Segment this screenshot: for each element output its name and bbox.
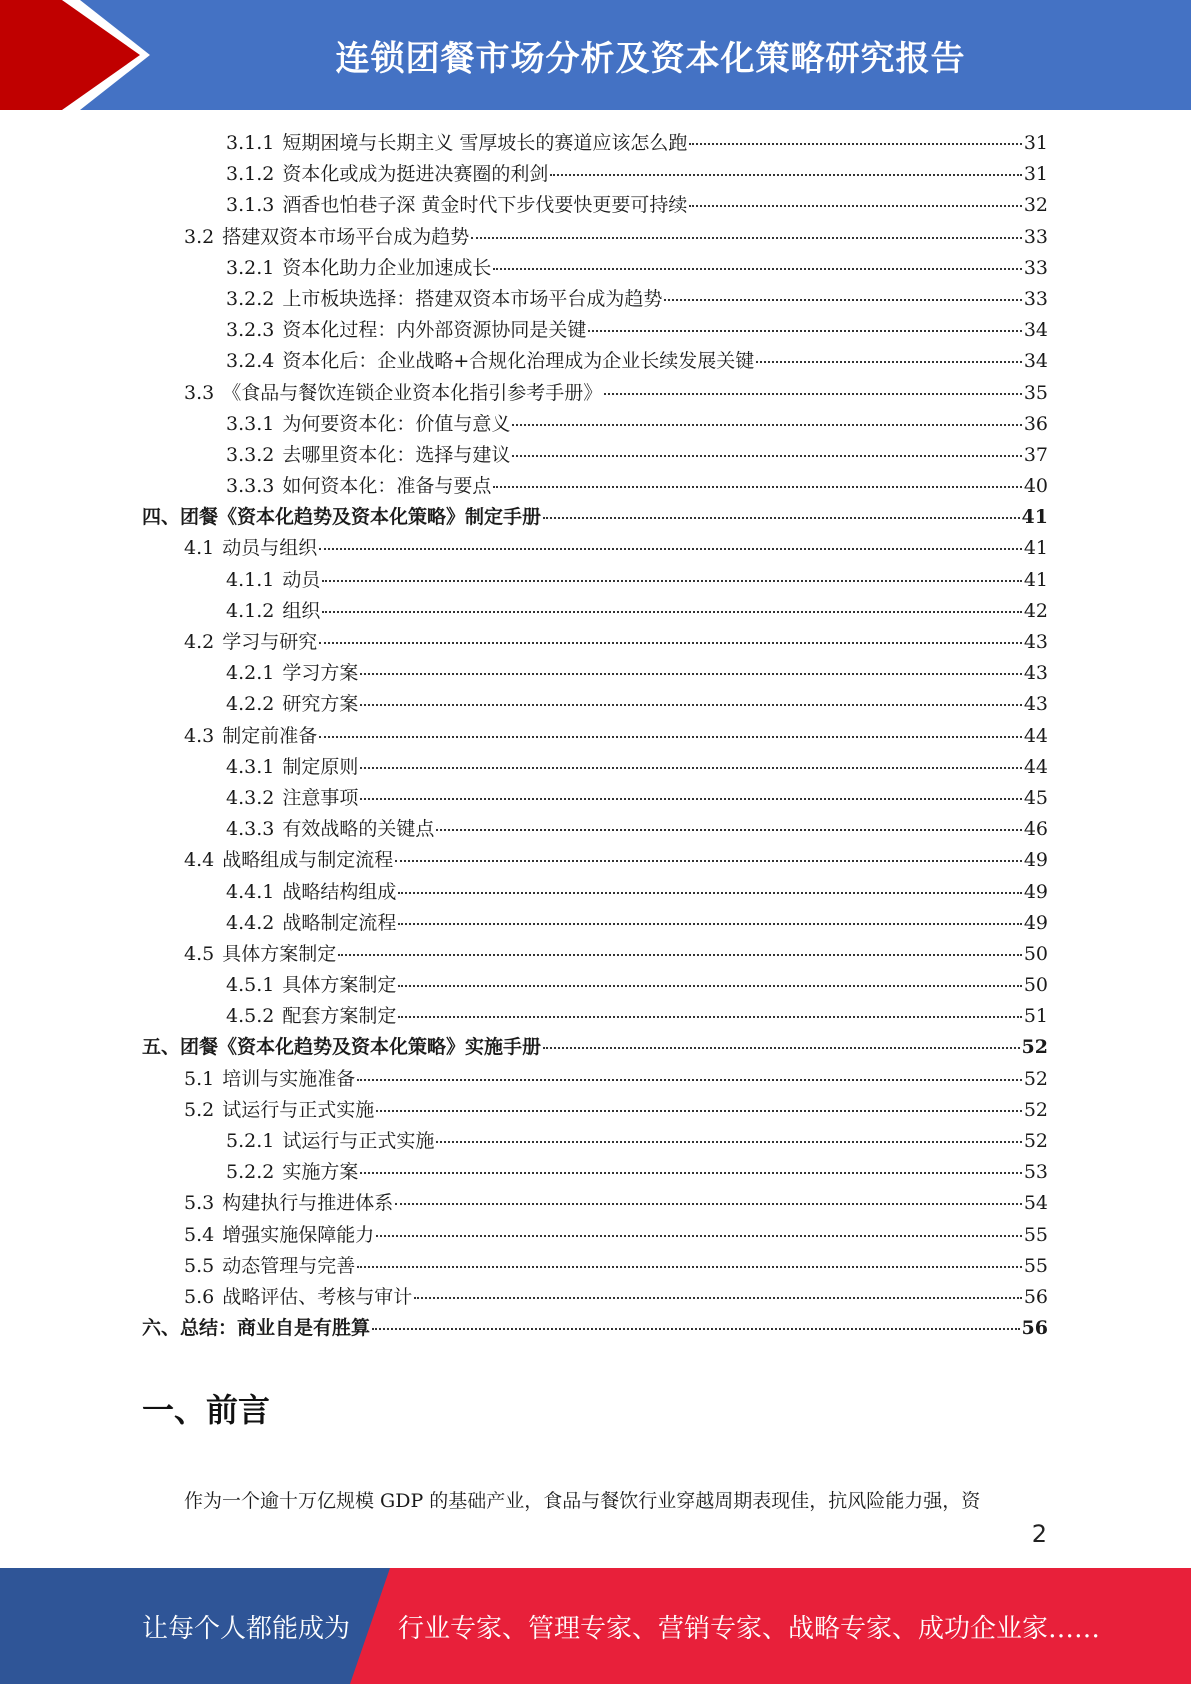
toc-dot-leader [414, 1297, 1022, 1299]
section-body-text: 作为一个逾十万亿规模 GDP 的基础产业，食品与餐饮行业穿越周期表现佳，抗风险能力强，资 [184, 1490, 981, 1512]
toc-dot-leader [360, 767, 1021, 769]
toc-entry[interactable] [142, 1188, 1048, 1219]
toc-entry[interactable] [142, 253, 1048, 284]
toc-entry-number: 4.4 [184, 849, 215, 872]
toc-entry-title: 动态管理与完善 [222, 1254, 356, 1277]
toc-entry-title: 配套方案制定 [282, 1005, 397, 1028]
toc-dot-leader [322, 611, 1021, 613]
toc-entry-page: 34 [1023, 319, 1048, 342]
toc-dot-leader [588, 330, 1021, 332]
toc-entry-title: 上市板块选择：搭建双资本市场平台成为趋势 [282, 287, 663, 310]
toc-entry-title: 增强实施保障能力 [222, 1223, 375, 1246]
toc-entry-title: 具体方案制定 [222, 942, 337, 965]
toc-entry-number: 3.2.2 [226, 287, 275, 310]
toc-entry[interactable] [142, 814, 1048, 845]
toc-dot-leader [395, 1203, 1022, 1205]
toc-dot-leader [493, 268, 1021, 270]
toc-dot-leader [398, 892, 1021, 894]
toc-entry[interactable] [142, 502, 1048, 533]
toc-dot-leader [398, 923, 1021, 925]
toc-entry-page: 51 [1023, 1005, 1048, 1028]
toc-entry-title: 如何资本化：准备与要点 [282, 475, 492, 498]
toc-entry-number: 4.1 [184, 537, 215, 560]
toc-entry-title: 实施方案 [282, 1161, 359, 1184]
toc-dot-leader [512, 424, 1021, 426]
toc-entry[interactable] [142, 1251, 1048, 1282]
toc-dot-leader [319, 642, 1022, 644]
toc-dot-leader [376, 1235, 1022, 1237]
toc-entry-number: 5.2.1 [226, 1130, 275, 1152]
toc-dot-leader [395, 860, 1022, 862]
toc-dot-leader [357, 1266, 1022, 1268]
toc-entry-number: 5.1 [184, 1067, 215, 1090]
toc-entry-number: 5.2 [184, 1098, 215, 1121]
header-arrow-decoration [0, 0, 150, 110]
toc-entry-page: 56 [1021, 1317, 1048, 1340]
toc-entry-page: 50 [1023, 974, 1048, 997]
footer-slogan-left: 让每个人都能成为 [142, 1613, 351, 1644]
toc-entry-title: 注意事项 [282, 786, 359, 809]
toc-entry-title: 四、团餐《资本化趋势及资本化策略》制定手册 [142, 506, 542, 529]
toc-entry-page: 41 [1023, 568, 1048, 591]
toc-entry-number: 5.4 [184, 1223, 215, 1246]
toc-entry-page: 31 [1023, 132, 1048, 154]
section-title: 一、前言 [142, 1391, 271, 1429]
toc-dot-leader [357, 1079, 1022, 1081]
toc-entry-title: 战略评估、考核与审计 [222, 1285, 413, 1308]
toc-entry-number: 4.3 [184, 724, 215, 747]
page-header [0, 0, 1191, 110]
toc-entry-number: 3.3 [184, 381, 215, 404]
table-of-contents [142, 128, 1048, 1344]
toc-entry[interactable] [142, 1157, 1048, 1188]
toc-entry-number: 3.3.2 [226, 443, 275, 466]
toc-entry-page: 42 [1023, 599, 1048, 622]
toc-entry-title: 资本化过程：内外部资源协同是关键 [282, 319, 587, 342]
toc-entry-title: 战略制定流程 [282, 911, 397, 934]
toc-entry-page: 41 [1023, 537, 1048, 560]
toc-dot-leader [376, 1110, 1022, 1112]
page-footer [0, 1568, 1191, 1684]
toc-entry[interactable] [142, 1095, 1048, 1126]
toc-entry-page: 56 [1023, 1285, 1048, 1308]
toc-entry-page: 55 [1023, 1254, 1048, 1277]
toc-entry-number: 4.3.2 [226, 786, 275, 809]
toc-entry-number: 4.1.1 [226, 568, 275, 591]
toc-dot-leader [360, 704, 1021, 706]
toc-entry-page: 32 [1023, 194, 1048, 217]
toc-entry-number: 3.1.3 [226, 194, 275, 217]
toc-entry[interactable] [142, 1313, 1048, 1344]
toc-entry[interactable] [142, 471, 1048, 502]
toc-entry-page: 55 [1023, 1223, 1048, 1246]
page-number: 2 [1031, 1520, 1047, 1548]
toc-dot-leader [360, 1172, 1021, 1174]
toc-dot-leader [322, 580, 1021, 582]
toc-entry-page: 33 [1023, 287, 1048, 310]
toc-entry-page: 43 [1023, 662, 1048, 685]
toc-dot-leader [543, 1047, 1020, 1049]
toc-entry-title: 制定原则 [282, 755, 359, 778]
toc-entry-title: 短期困境与长期主义 雪厚坡长的赛道应该怎么跑 [282, 132, 688, 154]
toc-entry-number: 3.2.1 [226, 256, 275, 279]
toc-entry-title: 为何要资本化：价值与意义 [282, 412, 511, 435]
toc-entry[interactable] [142, 1032, 1048, 1063]
toc-entry-number: 3.2.4 [226, 350, 275, 373]
toc-entry-title: 资本化后：企业战略+合规化治理成为企业长续发展关键 [282, 350, 755, 373]
toc-entry-number: 3.3.3 [226, 475, 275, 498]
toc-entry-title: 培训与实施准备 [222, 1067, 356, 1090]
toc-entry-number: 4.2.2 [226, 693, 275, 716]
toc-entry[interactable] [142, 378, 1048, 409]
toc-entry-page: 53 [1023, 1161, 1048, 1184]
toc-dot-leader [338, 954, 1022, 956]
toc-entry[interactable] [142, 877, 1048, 908]
toc-entry[interactable] [142, 346, 1048, 377]
toc-entry-number: 4.2 [184, 631, 215, 653]
toc-dot-leader [436, 1141, 1021, 1143]
toc-entry-number: 3.2.3 [226, 319, 275, 342]
header-title: 连锁团餐市场分析及资本化策略研究报告 [335, 38, 966, 79]
toc-entry-title: 具体方案制定 [282, 974, 397, 997]
toc-dot-leader [471, 237, 1022, 239]
toc-entry-page: 43 [1023, 693, 1048, 716]
toc-dot-leader [689, 143, 1021, 145]
toc-entry[interactable] [142, 939, 1048, 970]
toc-entry[interactable] [142, 222, 1048, 253]
toc-entry-title: 制定前准备 [222, 724, 318, 747]
toc-entry-title: 去哪里资本化：选择与建议 [282, 443, 511, 466]
toc-entry-page: 41 [1021, 506, 1048, 529]
toc-entry[interactable] [142, 596, 1048, 627]
toc-entry-title: 学习与研究 [222, 631, 318, 653]
toc-dot-leader [664, 299, 1021, 301]
toc-entry-title: 构建执行与推进体系 [222, 1192, 394, 1215]
toc-entry-number: 5.6 [184, 1285, 215, 1308]
toc-entry-number: 4.5.1 [226, 974, 275, 997]
toc-dot-leader [398, 1016, 1021, 1018]
toc-entry[interactable] [142, 565, 1048, 596]
toc-entry-title: 动员与组织 [222, 537, 318, 560]
toc-entry-number: 4.5 [184, 942, 215, 965]
toc-entry-title: 《食品与餐饮连锁企业资本化指引参考手册》 [222, 381, 603, 404]
toc-entry-number: 4.1.2 [226, 599, 275, 622]
toc-entry-title: 搭建双资本市场平台成为趋势 [222, 225, 470, 248]
toc-dot-leader [436, 829, 1021, 831]
toc-entry-page: 52 [1023, 1130, 1048, 1152]
toc-dot-leader [493, 486, 1021, 488]
toc-entry-number: 4.4.1 [226, 880, 275, 903]
toc-entry-title: 酒香也怕巷子深 黄金时代下步伐要快更要可持续 [282, 194, 688, 217]
toc-entry[interactable] [142, 627, 1048, 658]
toc-entry-title: 资本化助力企业加速成长 [282, 256, 492, 279]
toc-entry-page: 54 [1023, 1192, 1048, 1215]
toc-dot-leader [512, 455, 1021, 457]
toc-entry-number: 3.1.1 [226, 132, 275, 154]
toc-entry[interactable] [142, 284, 1048, 315]
toc-entry-title: 六、总结：商业自是有胜算 [142, 1317, 371, 1340]
toc-entry[interactable] [142, 1220, 1048, 1251]
toc-dot-leader [398, 985, 1021, 987]
toc-entry-page: 33 [1023, 225, 1048, 248]
toc-dot-leader [543, 517, 1020, 519]
toc-dot-leader [689, 205, 1021, 207]
toc-entry-number: 4.4.2 [226, 911, 275, 934]
toc-entry-page: 44 [1023, 755, 1048, 778]
footer-slogan-right: 行业专家、管理专家、营销专家、战略专家、成功企业家…… [398, 1613, 1101, 1644]
toc-entry-page: 49 [1023, 911, 1048, 934]
toc-entry[interactable] [142, 658, 1048, 689]
toc-entry-page: 33 [1023, 256, 1048, 279]
toc-dot-leader [319, 548, 1022, 550]
toc-entry-number: 3.2 [184, 225, 215, 248]
toc-entry-title: 试运行与正式实施 [222, 1098, 375, 1121]
toc-entry-title: 学习方案 [282, 662, 359, 685]
toc-entry[interactable] [142, 128, 1048, 159]
toc-entry[interactable] [142, 970, 1048, 1001]
toc-entry[interactable] [142, 783, 1048, 814]
toc-entry-title: 战略组成与制定流程 [222, 849, 394, 872]
toc-entry[interactable] [142, 440, 1048, 471]
toc-entry-page: 49 [1023, 880, 1048, 903]
toc-entry[interactable] [142, 689, 1048, 720]
toc-entry-page: 43 [1023, 631, 1048, 653]
toc-entry-page: 44 [1023, 724, 1048, 747]
toc-entry[interactable] [142, 721, 1048, 752]
toc-entry[interactable] [142, 190, 1048, 221]
toc-entry-page: 52 [1023, 1098, 1048, 1121]
toc-entry[interactable] [142, 1001, 1048, 1032]
toc-entry-page: 37 [1023, 443, 1048, 466]
toc-entry[interactable] [142, 752, 1048, 783]
toc-dot-leader [319, 736, 1022, 738]
toc-entry-number: 4.3.3 [226, 818, 275, 841]
toc-dot-leader [550, 174, 1021, 176]
toc-entry[interactable] [142, 1126, 1048, 1157]
toc-entry-title: 战略结构组成 [282, 880, 397, 903]
toc-entry[interactable] [142, 1282, 1048, 1313]
toc-dot-leader [756, 361, 1022, 363]
toc-entry-title: 五、团餐《资本化趋势及资本化策略》实施手册 [142, 1036, 542, 1059]
toc-entry-number: 4.2.1 [226, 662, 275, 685]
toc-entry[interactable] [142, 159, 1048, 190]
toc-entry-number: 4.3.1 [226, 755, 275, 778]
toc-entry-number: 3.1.2 [226, 163, 275, 186]
toc-entry-page: 34 [1023, 350, 1048, 373]
toc-entry-page: 35 [1023, 381, 1048, 404]
toc-entry-page: 31 [1023, 163, 1048, 186]
toc-entry[interactable] [142, 533, 1048, 564]
toc-dot-leader [360, 673, 1021, 675]
toc-entry-title: 资本化或成为挺进决赛圈的利剑 [282, 163, 549, 186]
toc-entry-title: 研究方案 [282, 693, 359, 716]
toc-entry-page: 52 [1023, 1067, 1048, 1090]
toc-entry-page: 46 [1023, 818, 1048, 841]
toc-entry-page: 45 [1023, 786, 1048, 809]
toc-entry-number: 4.5.2 [226, 1005, 275, 1028]
toc-entry[interactable] [142, 315, 1048, 346]
toc-entry-title: 动员 [282, 568, 321, 591]
toc-entry[interactable] [142, 409, 1048, 440]
toc-entry[interactable] [142, 908, 1048, 939]
toc-entry-page: 49 [1023, 849, 1048, 872]
toc-entry-title: 组织 [282, 599, 321, 622]
toc-entry-page: 40 [1023, 475, 1048, 498]
toc-entry-number: 5.5 [184, 1254, 215, 1277]
toc-dot-leader [604, 393, 1022, 395]
toc-entry-number: 5.3 [184, 1192, 215, 1215]
toc-entry[interactable] [142, 1064, 1048, 1095]
toc-entry-number: 3.3.1 [226, 412, 275, 435]
toc-entry-page: 50 [1023, 942, 1048, 965]
toc-entry[interactable] [142, 845, 1048, 876]
toc-dot-leader [360, 798, 1021, 800]
toc-dot-leader [372, 1328, 1020, 1330]
toc-entry-page: 36 [1023, 412, 1048, 435]
toc-entry-title: 有效战略的关键点 [282, 818, 435, 841]
toc-entry-number: 5.2.2 [226, 1161, 275, 1184]
toc-entry-page: 52 [1021, 1036, 1048, 1059]
toc-entry-title: 试运行与正式实施 [282, 1130, 435, 1152]
